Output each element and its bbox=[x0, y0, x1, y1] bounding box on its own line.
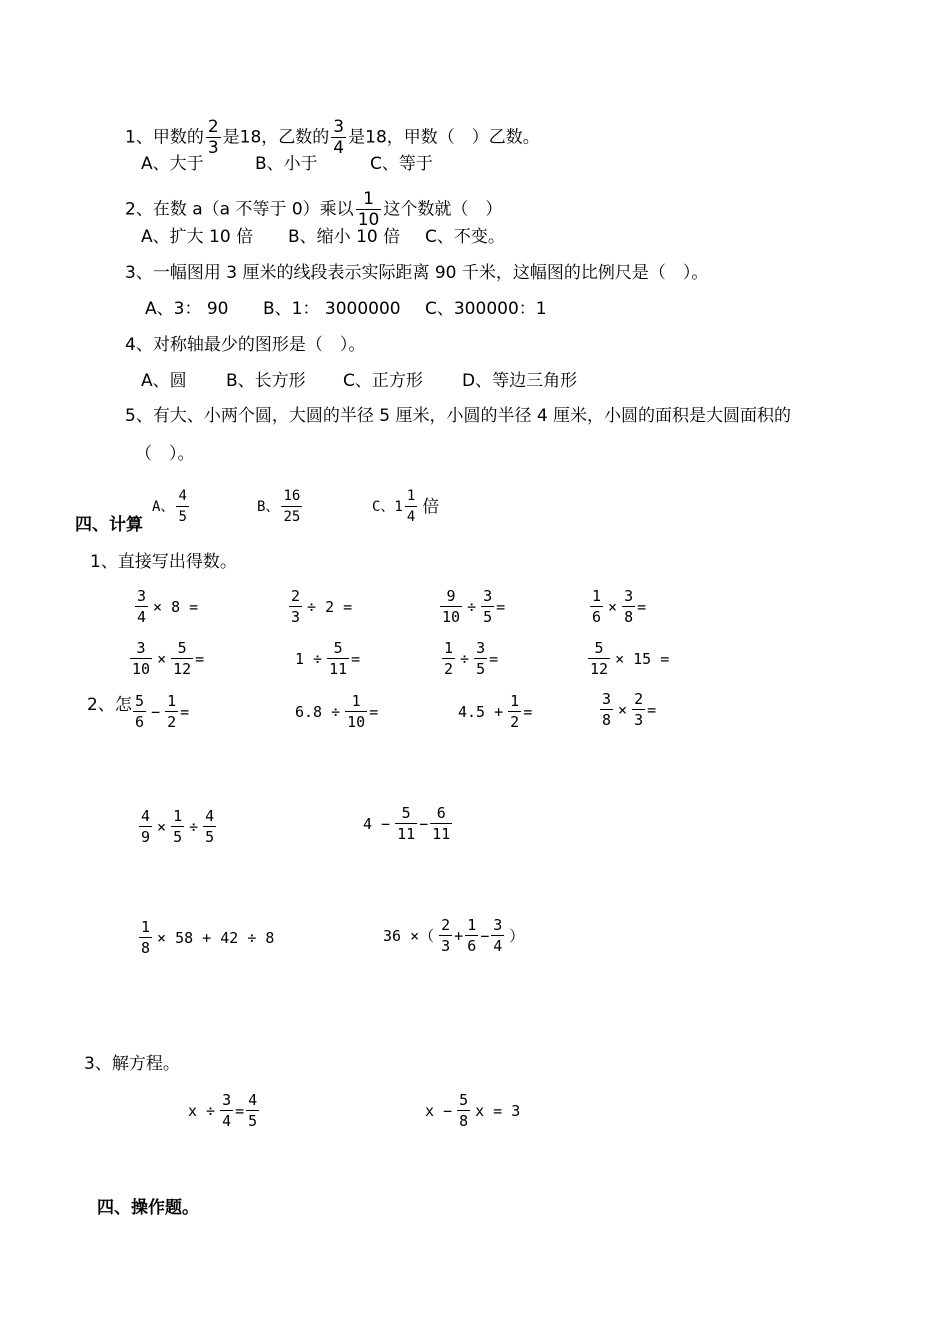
q2-option-b: B、缩小 10 倍 bbox=[288, 227, 401, 247]
q4-option-b: B、长方形 bbox=[226, 371, 306, 391]
section-title-calculation: 四、计算 bbox=[75, 515, 143, 535]
q5-option-a: A、 $\frac{4}{5}$ bbox=[152, 488, 187, 525]
q3-option-b: B、1： 3000000 bbox=[263, 299, 401, 319]
calc-expression-2: 4 − $\frac{5}{11}$ − $\frac{6}{11}$ bbox=[363, 804, 451, 843]
q4-option-d: D、等边三角形 bbox=[462, 371, 578, 391]
equation-1: x ÷ $\frac{3}{4}$ = $\frac{4}{5}$ bbox=[188, 1091, 258, 1130]
direct-item-8: $\frac{5}{12}$ × 15 = bbox=[590, 639, 670, 678]
q1-option-a: A、大于 bbox=[141, 154, 204, 174]
q2-option-c: C、不变。 bbox=[425, 227, 505, 247]
fraction: $\frac{1}{10}$ bbox=[357, 189, 380, 230]
calc-expression-4: 36 ×（ $\frac{2}{3}$ + $\frac{1}{6}$ − $\frac{3}{4}$ ） bbox=[383, 916, 525, 955]
question-4: 4、对称轴最少的图形是（ ）。 bbox=[125, 335, 366, 355]
subsection-equation-label: 3、解方程。 bbox=[84, 1054, 180, 1074]
q1-text-b: 是18，乙数的 bbox=[222, 127, 330, 148]
section-title-operation: 四、操作题。 bbox=[97, 1198, 199, 1218]
q1-option-b: B、小于 bbox=[255, 154, 318, 174]
calc-expression-1: $\frac{4}{9}$ × $\frac{1}{5}$ ÷ $\frac{4}{5}$ bbox=[141, 807, 215, 846]
q1-option-c: C、等于 bbox=[370, 154, 433, 174]
calc-item-3: 4.5 + $\frac{1}{2}$ = bbox=[458, 692, 533, 731]
q4-option-c: C、正方形 bbox=[343, 371, 423, 391]
question-3: 3、一幅图用 3 厘米的线段表示实际距离 90 千米，这幅图的比例尺是（ ）。 bbox=[125, 263, 709, 283]
q2-option-a: A、扩大 10 倍 bbox=[141, 227, 254, 247]
fraction: $\frac{2}{3}$ bbox=[207, 117, 219, 158]
calc-item-1: $\frac{5}{6}$ − $\frac{1}{2}$ = bbox=[135, 692, 190, 731]
q1-text-a: 1、甲数的 bbox=[125, 127, 204, 148]
calc-expression-3: $\frac{1}{8}$ × 58 + 42 ÷ 8 bbox=[141, 918, 275, 957]
fraction: $\frac{3}{4}$ bbox=[333, 117, 345, 158]
subsection-calc-label: 2、怎 bbox=[87, 695, 132, 715]
direct-item-2: $\frac{2}{3}$ ÷ 2 = bbox=[291, 587, 353, 626]
q3-option-a: A、3： 90 bbox=[145, 299, 229, 319]
direct-item-4: $\frac{1}{6}$ × $\frac{3}{8}$ = bbox=[592, 587, 647, 626]
q2-text-a: 2、在数 a（a 不等于 0）乘以 bbox=[125, 199, 354, 220]
equation-2: x − $\frac{5}{8}$ x = 3 bbox=[425, 1091, 521, 1130]
calc-item-2: 6.8 ÷ $\frac{1}{10}$ = bbox=[295, 692, 379, 731]
q4-option-a: A、圆 bbox=[141, 371, 187, 391]
question-1 bbox=[125, 118, 540, 157]
direct-item-5: $\frac{3}{10}$ × $\frac{5}{12}$ = bbox=[132, 639, 205, 678]
direct-item-1: $\frac{3}{4}$ × 8 = bbox=[137, 587, 199, 626]
question-5: 5、有大、小两个圆，大圆的半径 5 厘米，小圆的半径 4 厘米，小圆的面积是大圆面积的 bbox=[125, 406, 792, 426]
q5-option-b: B、 $\frac{16}{25}$ bbox=[257, 488, 301, 525]
q5-option-c: C、1 $\frac{1}{4}$ 倍 bbox=[372, 488, 440, 525]
q1-text-c: 是18，甲数（ ）乙数。 bbox=[348, 127, 540, 148]
direct-item-3: $\frac{9}{10}$ ÷ $\frac{3}{5}$ = bbox=[442, 587, 506, 626]
direct-item-7: $\frac{1}{2}$ ÷ $\frac{3}{5}$ = bbox=[444, 639, 499, 678]
q3-option-c: C、300000：1 bbox=[425, 299, 547, 319]
calc-item-4: $\frac{3}{8}$ × $\frac{2}{3}$ = bbox=[602, 690, 657, 729]
subsection-direct-label: 1、直接写出得数。 bbox=[90, 552, 237, 572]
direct-item-6: 1 ÷ $\frac{5}{11}$ = bbox=[295, 639, 361, 678]
question-5-blank: （ ）。 bbox=[135, 444, 195, 464]
question-2 bbox=[125, 190, 502, 229]
q2-text-b: 这个数就（ ） bbox=[383, 199, 503, 220]
